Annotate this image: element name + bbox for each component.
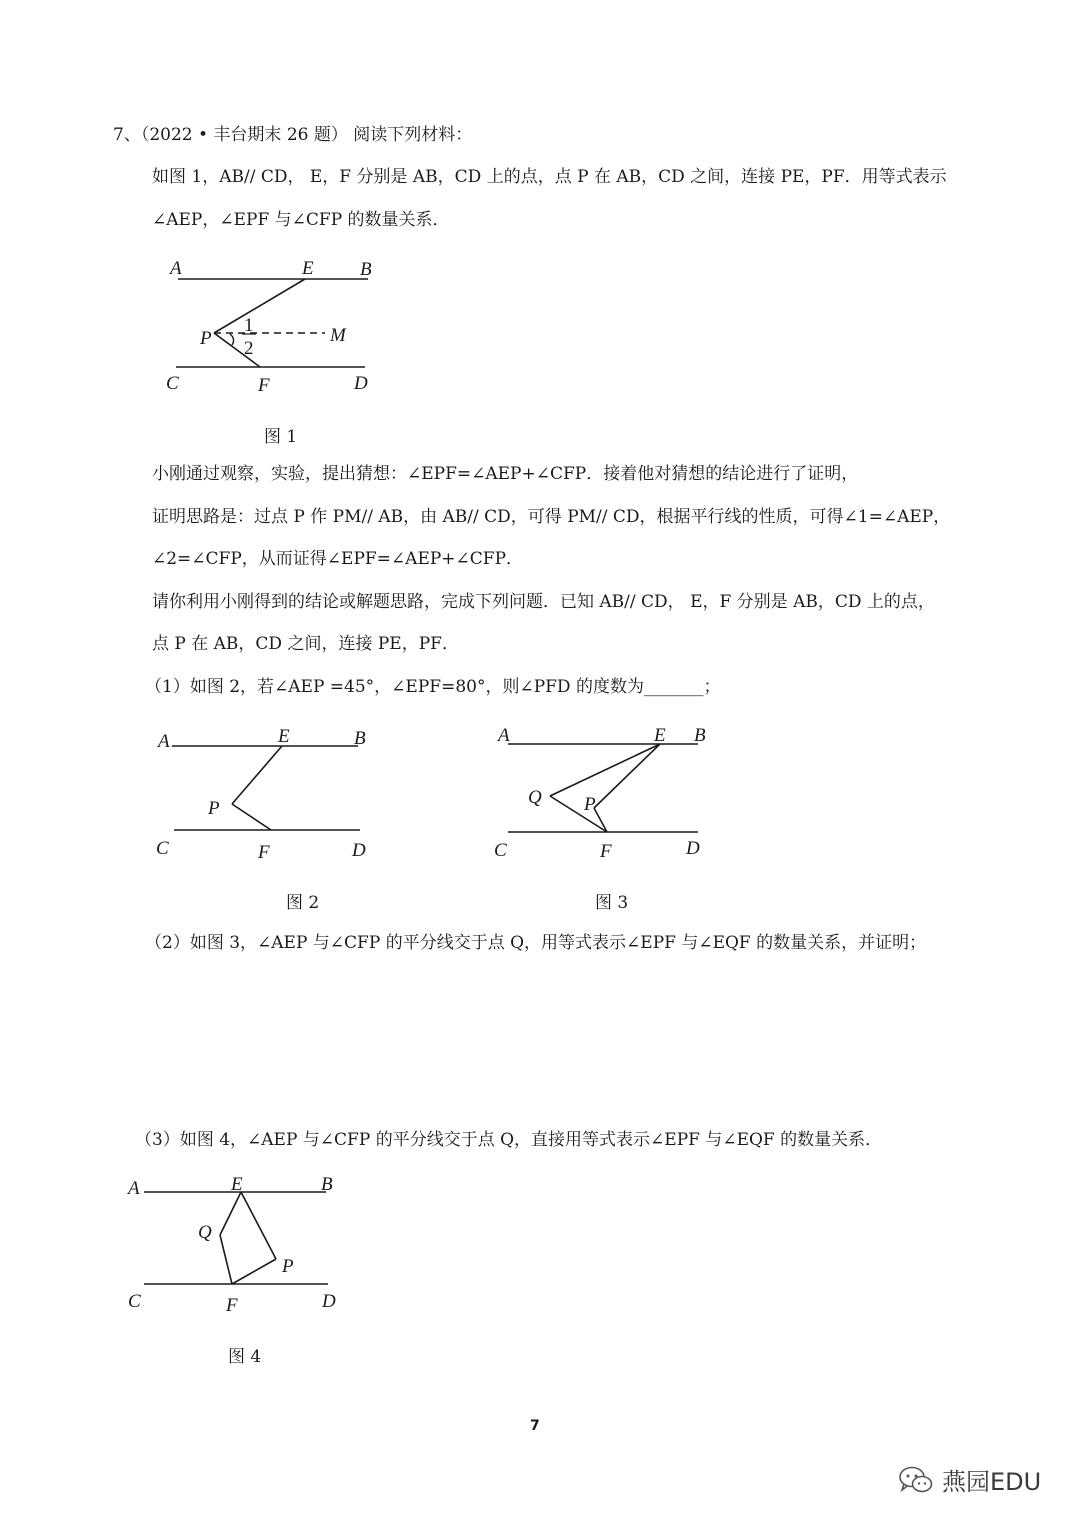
segment-pe [594,744,660,808]
figure-4-caption: 图 4 [228,1347,262,1367]
proof-line-2: ∠2=∠CFP，从而证得∠EPF=∠AEP+∠CFP． [152,549,524,569]
page-number: 7 [530,1418,540,1434]
label-p: P [200,328,212,349]
segment-qf [550,796,607,832]
label-b: B [321,1174,333,1195]
figure-2 [150,722,390,872]
segment-qe [220,1192,241,1235]
label-angle-1: 1 [244,315,254,336]
label-q: Q [198,1222,212,1243]
figure-4 [120,1170,360,1320]
label-f: F [258,842,270,863]
label-b: B [694,725,706,746]
task-line-1: 请你利用小刚得到的结论或解题思路，完成下列问题．已知 AB// CD， E，F 分别是 AB，CD 上的点， [152,592,935,612]
watermark-text: 燕园EDU [942,1468,1042,1496]
watermark [898,1462,1041,1497]
label-p: P [584,794,596,815]
label-d: D [686,838,700,859]
figure-3-caption: 图 3 [595,893,629,913]
label-e: E [278,726,290,747]
label-e: E [654,725,666,746]
task-line-2: 点 P 在 AB，CD 之间，连接 PE，PF． [152,634,459,654]
label-e: E [302,258,314,279]
segment-pe [232,746,282,804]
label-f: F [226,1295,238,1316]
question-2: （2）如图 3，∠AEP 与∠CFP 的平分线交于点 Q，用等式表示∠EPF 与∠EQF 的数量关系，并证明； [145,933,927,953]
figure-1 [160,255,400,405]
label-c: C [166,373,179,394]
label-c: C [156,838,169,859]
label-q: Q [528,787,542,808]
label-b: B [360,259,372,280]
label-f: F [600,841,612,862]
label-f: F [258,375,270,396]
label-m: M [330,325,346,346]
question-1: （1）如图 2，若∠AEP =45°，∠EPF=80°，则∠PFD 的度数为_______； [145,677,721,697]
segment-qe [550,744,660,796]
label-angle-2: 2 [244,338,254,359]
label-a: A [170,258,182,279]
intro-line-2: ∠AEP，∠EPF 与∠CFP 的数量关系． [152,210,450,230]
guess-line: 小刚通过观察，实验，提出猜想：∠EPF=∠AEP+∠CFP．接着他对猜想的结论进行了证明， [152,464,859,484]
segment-pe [214,279,305,333]
segment-pe [241,1192,276,1259]
angle-arc-2 [230,334,234,345]
label-a: A [158,731,170,752]
problem-header: 7、（2022 • 丰台期末 26 题） 阅读下列材料： [113,125,473,145]
wechat-icon [898,1465,934,1495]
intro-line-1: 如图 1，AB// CD， E，F 分别是 AB，CD 上的点，点 P 在 AB，CD 之间，连接 PE，PF．用等式表示 [152,167,947,187]
label-b: B [354,728,366,749]
segment-pf [232,1259,276,1284]
label-d: D [354,373,368,394]
figure-3 [490,718,730,868]
label-p: P [208,798,220,819]
label-e: E [231,1174,243,1195]
segment-pf [232,804,271,830]
label-a: A [128,1178,140,1199]
question-3: （3）如图 4，∠AEP 与∠CFP 的平分线交于点 Q，直接用等式表示∠EPF 与∠EQF 的数量关系． [135,1130,883,1150]
figure-1-caption: 图 1 [264,427,298,447]
label-c: C [494,840,507,861]
figure-2-caption: 图 2 [286,893,320,913]
label-d: D [352,840,366,861]
label-d: D [322,1291,336,1312]
proof-line-1: 证明思路是：过点 P 作 PM// AB，由 AB// CD，可得 PM// CD，根据平行线的性质，可得∠1=∠AEP， [152,507,951,527]
segment-qf [220,1235,232,1284]
label-a: A [498,725,510,746]
label-p: P [282,1256,294,1277]
label-c: C [128,1291,141,1312]
